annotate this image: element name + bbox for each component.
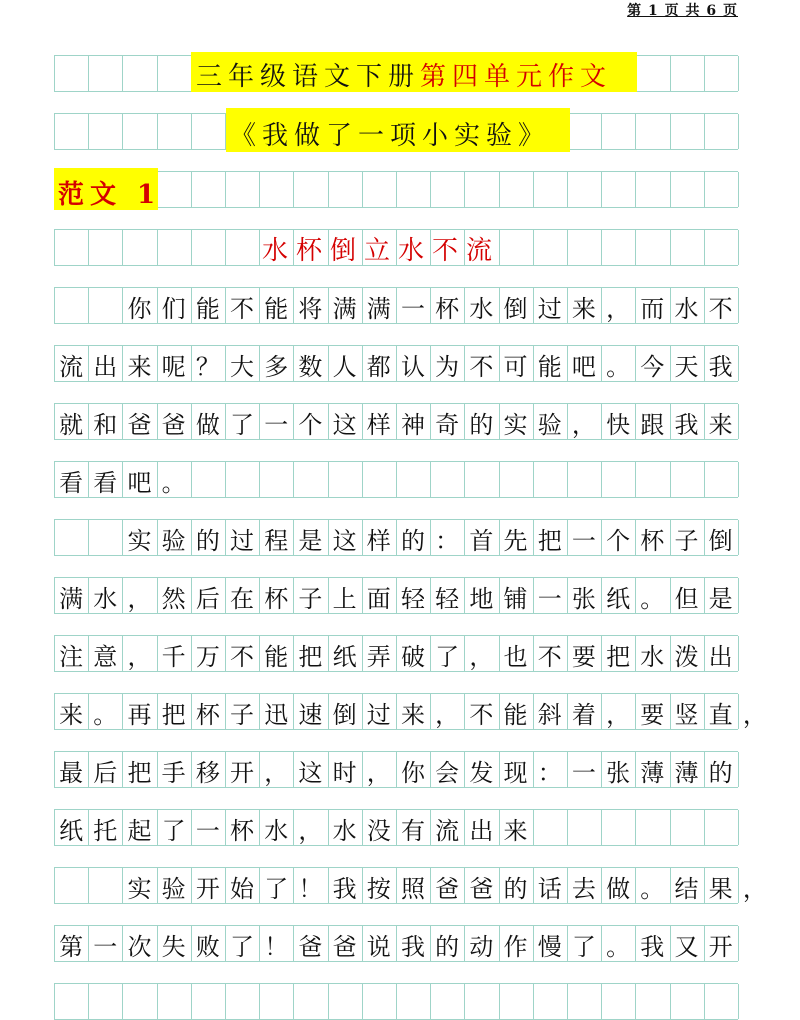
grid-line	[362, 984, 363, 1019]
grid-line	[157, 56, 158, 91]
grid-line	[738, 636, 739, 671]
grid-line	[54, 114, 55, 149]
grid-line	[567, 984, 568, 1019]
grid-line	[601, 172, 602, 207]
grid-line	[157, 230, 158, 265]
grid-line	[704, 230, 705, 265]
grid-line	[533, 230, 534, 265]
essay-title: 水杯倒立水不流	[262, 236, 501, 266]
document-subtitle: 《我做了一项小实验》	[230, 121, 551, 151]
essay-line: 看 看 吧 。	[59, 469, 186, 497]
title-part-grade: 三年级语文下册	[196, 62, 421, 92]
grid-line	[738, 462, 739, 497]
grid-line	[670, 56, 671, 91]
grid-line	[328, 984, 329, 1019]
grid-line	[225, 172, 226, 207]
grid-line	[738, 404, 739, 439]
grid-line	[259, 230, 260, 265]
essay-line: 满 水 ， 然 后 在 杯 子 上 面 轻 轻 地 铺 一 张 纸 。 但 是	[59, 585, 733, 613]
grid-line	[88, 230, 89, 265]
grid-line	[499, 172, 500, 207]
grid-line	[533, 984, 534, 1019]
grid-line	[738, 172, 739, 207]
grid-line	[670, 984, 671, 1019]
grid-line	[738, 752, 739, 787]
grid-line	[670, 230, 671, 265]
grid-line	[88, 984, 89, 1019]
grid-line	[635, 114, 636, 149]
grid-line	[122, 230, 123, 265]
grid-line	[635, 230, 636, 265]
essay-line: 注 意 ， 千 万 不 能 把 纸 弄 破 了 ， 也 不 要 把 水 泼 出	[59, 643, 733, 671]
sample-label: 范文 1	[58, 180, 162, 210]
grid-line	[157, 984, 158, 1019]
essay-line: 就 和 爸 爸 做 了 一 个 这 样 神 奇 的 实 验 ， 快 跟 我 来	[59, 411, 733, 439]
grid-line	[259, 172, 260, 207]
grid-line	[704, 56, 705, 91]
grid-line	[738, 520, 739, 555]
grid-line	[635, 984, 636, 1019]
grid-line	[191, 984, 192, 1019]
grid-line	[738, 926, 739, 961]
grid-line	[88, 56, 89, 91]
grid-line	[738, 578, 739, 613]
essay-line: 来 。 再 把 杯 子 迅 速 倒 过 来 ， 不 能 斜 着 ， 要 竖 直 ，	[59, 701, 767, 729]
grid-line	[328, 172, 329, 207]
grid-line	[464, 172, 465, 207]
grid-line	[396, 172, 397, 207]
grid-line	[635, 172, 636, 207]
grid-line	[738, 346, 739, 381]
grid-line	[122, 984, 123, 1019]
grid-line	[704, 114, 705, 149]
grid-line	[396, 984, 397, 1019]
grid-line	[88, 114, 89, 149]
grid-line	[430, 984, 431, 1019]
grid-line	[704, 984, 705, 1019]
grid-line	[225, 230, 226, 265]
essay-line: 实 验 的 过 程 是 这 样 的 ： 首 先 把 一 个 杯 子 倒	[127, 527, 733, 555]
grid-line	[567, 230, 568, 265]
grid-line	[738, 288, 739, 323]
grid-line	[54, 984, 55, 1019]
document-title	[196, 56, 612, 93]
grid-line	[601, 984, 602, 1019]
grid-line	[567, 172, 568, 207]
grid-line	[259, 984, 260, 1019]
title-part-unit: 第四单元作文	[420, 62, 613, 92]
grid-line	[670, 172, 671, 207]
grid-line	[601, 230, 602, 265]
grid-line	[601, 114, 602, 149]
grid-line	[293, 172, 294, 207]
grid-line	[499, 984, 500, 1019]
essay-line: 最 后 把 手 移 开 ， 这 时 ， 你 会 发 现 ： 一 张 薄 薄 的	[59, 759, 733, 787]
essay-line: 第 一 次 失 败 了 ！ 爸 爸 说 我 的 动 作 慢 了 。 我 又 开	[59, 933, 733, 961]
grid-line	[122, 114, 123, 149]
grid-line	[362, 172, 363, 207]
essay-line: 流 出 来 呢 ？ 大 多 数 人 都 认 为 不 可 能 吧 。 今 天 我	[59, 353, 733, 381]
grid-line	[704, 172, 705, 207]
grid-line	[464, 984, 465, 1019]
grid-line	[738, 114, 739, 149]
grid-line	[738, 984, 739, 1019]
grid-line	[54, 56, 55, 91]
grid-line	[670, 114, 671, 149]
essay-line: 纸 托 起 了 一 杯 水 ， 水 没 有 流 出 来	[59, 817, 528, 845]
grid-line	[122, 56, 123, 91]
grid-line	[191, 114, 192, 149]
page-indicator: 第 1 页 共 6 页	[627, 3, 738, 19]
grid-line	[191, 172, 192, 207]
grid-line	[54, 230, 55, 265]
essay-line: 实 验 开 始 了 ！ 我 按 照 爸 爸 的 话 去 做 。 结 果 ，	[127, 875, 767, 903]
essay-line: 你 们 能 不 能 将 满 满 一 杯 水 倒 过 来 ， 而 水 不	[127, 295, 733, 323]
grid-line	[738, 56, 739, 91]
grid-line	[738, 230, 739, 265]
grid-line	[293, 984, 294, 1019]
grid-line	[430, 172, 431, 207]
grid-line	[738, 810, 739, 845]
grid-line	[533, 172, 534, 207]
grid-line	[157, 114, 158, 149]
grid-line	[225, 984, 226, 1019]
grid-line	[191, 230, 192, 265]
